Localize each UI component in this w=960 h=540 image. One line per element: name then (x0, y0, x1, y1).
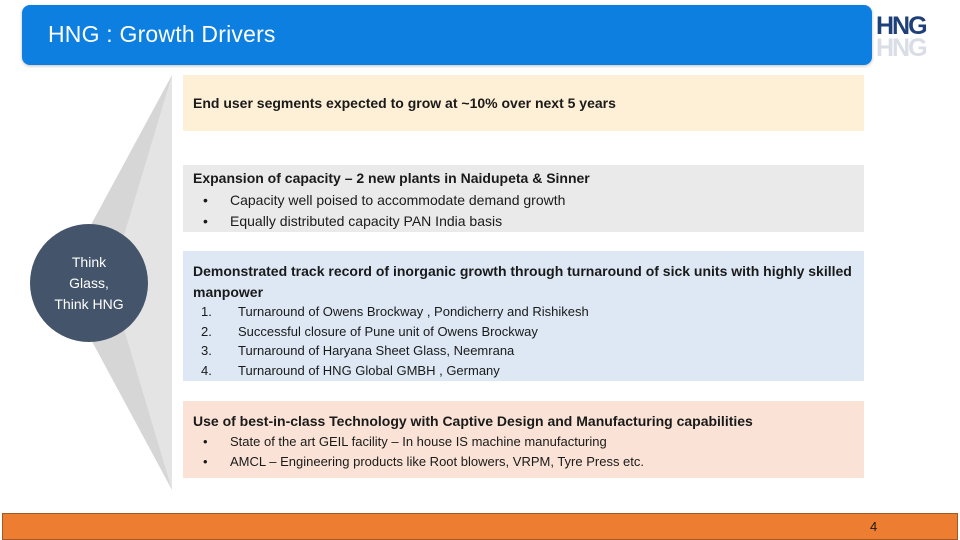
think-glass-circle (30, 224, 148, 342)
list-item: 3. Turnaround of Haryana Sheet Glass, Neemrana (201, 343, 515, 358)
driver-bullet-list (203, 432, 644, 471)
logo-text: HNG (876, 12, 926, 40)
driver-box-capacity (183, 165, 864, 232)
circle-line-3: Think HNG (54, 295, 124, 312)
list-item: • State of the art GEIL facility – In house IS machine manufacturing (203, 434, 607, 449)
driver-box-technology (183, 401, 864, 478)
list-item: 2. Successful closure of Pune unit of Owens Brockway (201, 323, 538, 339)
circle-text (41, 252, 137, 315)
driver-heading: Use of best-in-class Technology with Captive Design and Manufacturing capabilities (193, 413, 753, 429)
driver-bullet-list (203, 190, 565, 232)
driver-box-inorganic-growth (183, 251, 864, 381)
driver-numbered-list (201, 302, 589, 380)
page-number: 4 (870, 519, 878, 534)
list-item: 1. Turnaround of Owens Brockway , Pondicherry and Rishikesh (201, 304, 589, 319)
driver-heading: Expansion of capacity – 2 new plants in Naidupeta & Sinner (193, 170, 590, 186)
circle-line-1: Think (71, 253, 107, 270)
logo-reflection: HNG (876, 34, 926, 62)
list-item: • AMCL – Engineering products like Root blowers, VRPM, Tyre Press etc. (203, 453, 645, 469)
footer-bar (2, 513, 958, 540)
list-item: 4. Turnaround of HNG Global GMBH , Germany (201, 362, 500, 378)
driver-box-end-user (183, 75, 864, 131)
list-item: • Capacity well poised to accommodate demand growth (203, 192, 566, 208)
driver-heading: Demonstrated track record of inorganic growth through turnaround of sick units with highly skilled manpower (193, 263, 852, 300)
page-title: HNG : Growth Drivers (48, 21, 276, 47)
list-item: • Equally distributed capacity PAN India basis (203, 213, 503, 229)
circle-line-2: Glass, (69, 274, 109, 291)
driver-heading: End user segments expected to grow at ~10% over next 5 years (193, 95, 616, 111)
